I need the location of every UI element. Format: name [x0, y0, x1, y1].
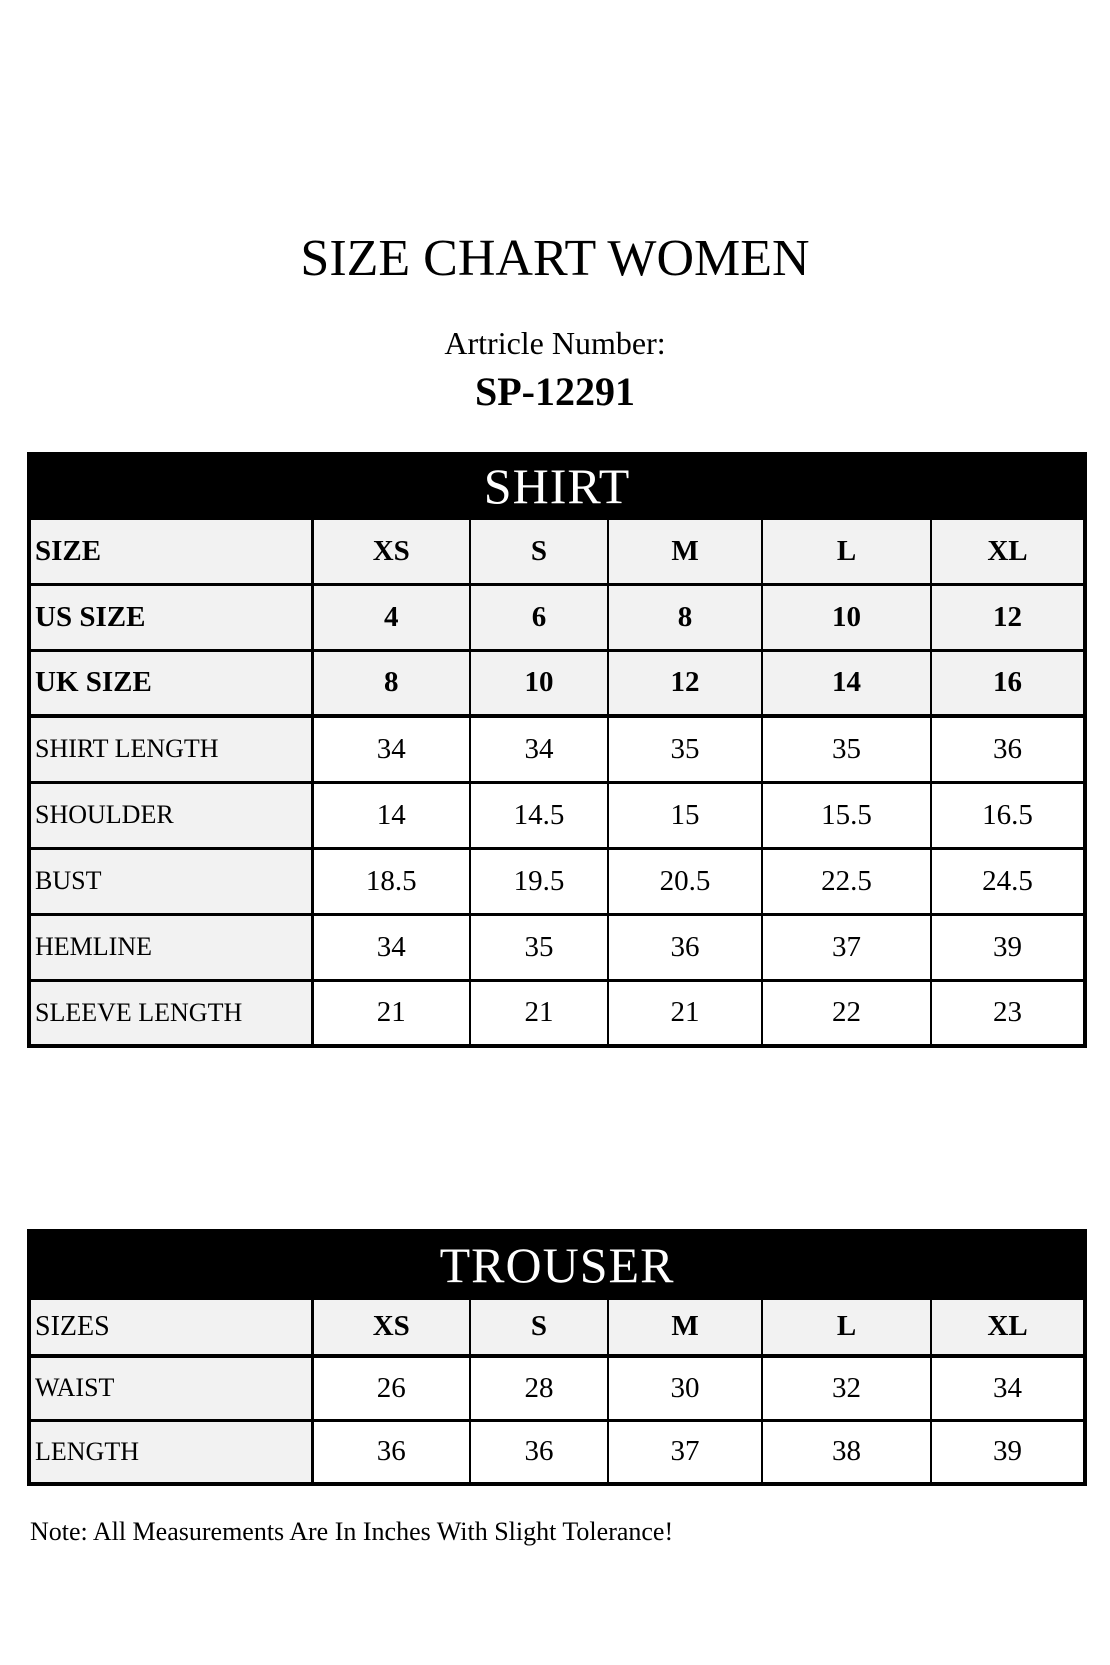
- shirt-length-cell: 34: [470, 716, 608, 782]
- length-cell: 39: [931, 1420, 1085, 1484]
- shirt-length-cell: 36: [931, 716, 1085, 782]
- row-label-uk-size: UK SIZE: [29, 650, 312, 716]
- uk-size-cell: 16: [931, 650, 1085, 716]
- waist-cell: 26: [312, 1356, 470, 1420]
- bust-cell: 22.5: [762, 848, 931, 914]
- shirt-table-container: [27, 452, 1085, 1048]
- trouser-table: [27, 1229, 1087, 1486]
- table-row-bust: [29, 848, 1085, 914]
- shirt-table: [27, 452, 1087, 1048]
- row-label-waist: WAIST: [29, 1356, 312, 1420]
- trouser-size-cell-s: S: [470, 1298, 608, 1356]
- table-row-waist: [29, 1356, 1085, 1420]
- sleeve-length-cell: 21: [608, 980, 762, 1046]
- shoulder-cell: 14: [312, 782, 470, 848]
- row-label-shoulder: SHOULDER: [29, 782, 312, 848]
- hemline-cell: 36: [608, 914, 762, 980]
- trouser-size-cell-m: M: [608, 1298, 762, 1356]
- hemline-cell: 34: [312, 914, 470, 980]
- hemline-cell: 39: [931, 914, 1085, 980]
- table-row-shirt-length: [29, 716, 1085, 782]
- bust-cell: 20.5: [608, 848, 762, 914]
- size-cell-s: S: [470, 518, 608, 584]
- size-cell-l: L: [762, 518, 931, 584]
- sleeve-length-cell: 23: [931, 980, 1085, 1046]
- measurement-note: Note: All Measurements Are In Inches With Slight Tolerance!: [30, 1517, 674, 1546]
- shirt-length-cell: 34: [312, 716, 470, 782]
- row-label-hemline: HEMLINE: [29, 914, 312, 980]
- trouser-table-header-band: [29, 1231, 1085, 1298]
- us-size-cell: 4: [312, 584, 470, 650]
- bust-cell: 18.5: [312, 848, 470, 914]
- row-label-size: SIZE: [29, 518, 312, 584]
- shirt-table-title: SHIRT: [29, 454, 1085, 518]
- bust-cell: 19.5: [470, 848, 608, 914]
- table-row-size: [29, 518, 1085, 584]
- size-cell-xs: XS: [312, 518, 470, 584]
- shirt-table-header-band: [29, 454, 1085, 518]
- shoulder-cell: 14.5: [470, 782, 608, 848]
- uk-size-cell: 14: [762, 650, 931, 716]
- trouser-size-cell-l: L: [762, 1298, 931, 1356]
- shoulder-cell: 15: [608, 782, 762, 848]
- waist-cell: 32: [762, 1356, 931, 1420]
- article-number-value: SP-12291: [475, 369, 635, 414]
- table-row-sizes: [29, 1298, 1085, 1356]
- row-label-sizes: SIZES: [29, 1298, 312, 1356]
- sleeve-length-cell: 21: [470, 980, 608, 1046]
- waist-cell: 34: [931, 1356, 1085, 1420]
- us-size-cell: 10: [762, 584, 931, 650]
- waist-cell: 28: [470, 1356, 608, 1420]
- table-row-length: [29, 1420, 1085, 1484]
- hemline-cell: 37: [762, 914, 931, 980]
- length-cell: 36: [312, 1420, 470, 1484]
- trouser-table-container: [27, 1229, 1085, 1486]
- us-size-cell: 6: [470, 584, 608, 650]
- shirt-length-cell: 35: [608, 716, 762, 782]
- row-label-bust: BUST: [29, 848, 312, 914]
- table-row-sleeve-length: [29, 980, 1085, 1046]
- length-cell: 37: [608, 1420, 762, 1484]
- table-row-shoulder: [29, 782, 1085, 848]
- trouser-size-cell-xl: XL: [931, 1298, 1085, 1356]
- row-label-length: LENGTH: [29, 1420, 312, 1484]
- trouser-size-cell-xs: XS: [312, 1298, 470, 1356]
- shoulder-cell: 16.5: [931, 782, 1085, 848]
- shoulder-cell: 15.5: [762, 782, 931, 848]
- page-title: SIZE CHART WOMEN: [300, 230, 810, 287]
- us-size-cell: 8: [608, 584, 762, 650]
- hemline-cell: 35: [470, 914, 608, 980]
- table-row-uk-size: [29, 650, 1085, 716]
- size-cell-m: M: [608, 518, 762, 584]
- sleeve-length-cell: 21: [312, 980, 470, 1046]
- table-row-us-size: [29, 584, 1085, 650]
- uk-size-cell: 10: [470, 650, 608, 716]
- row-label-us-size: US SIZE: [29, 584, 312, 650]
- bust-cell: 24.5: [931, 848, 1085, 914]
- length-cell: 38: [762, 1420, 931, 1484]
- size-cell-xl: XL: [931, 518, 1085, 584]
- us-size-cell: 12: [931, 584, 1085, 650]
- article-number-label: Artricle Number:: [444, 325, 666, 361]
- waist-cell: 30: [608, 1356, 762, 1420]
- uk-size-cell: 8: [312, 650, 470, 716]
- length-cell: 36: [470, 1420, 608, 1484]
- uk-size-cell: 12: [608, 650, 762, 716]
- row-label-sleeve-length: SLEEVE LENGTH: [29, 980, 312, 1046]
- trouser-table-title: TROUSER: [29, 1231, 1085, 1298]
- table-row-hemline: [29, 914, 1085, 980]
- sleeve-length-cell: 22: [762, 980, 931, 1046]
- row-label-shirt-length: SHIRT LENGTH: [29, 716, 312, 782]
- shirt-length-cell: 35: [762, 716, 931, 782]
